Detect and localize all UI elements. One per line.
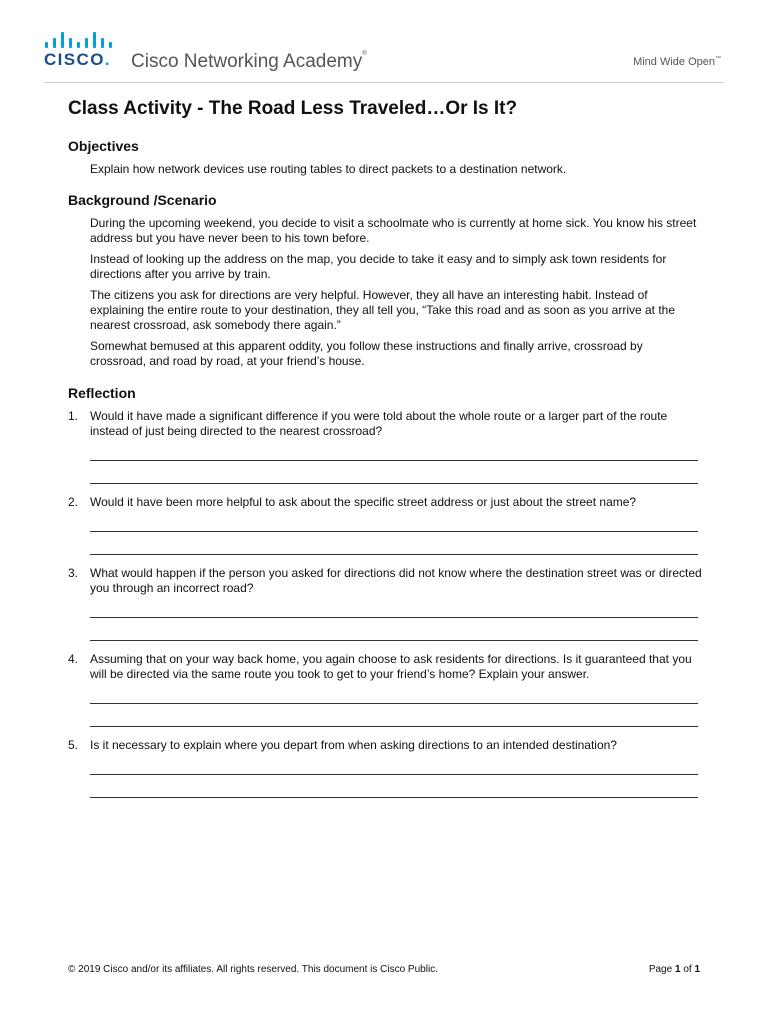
question-item <box>68 738 702 753</box>
answer-line[interactable] <box>90 703 698 704</box>
cisco-logo <box>44 30 116 70</box>
question-item <box>68 566 702 596</box>
answer-line[interactable] <box>90 617 698 618</box>
question-number: 4. <box>68 652 79 666</box>
question-item <box>68 495 702 510</box>
question-text: Would it have been more helpful to ask about the specific street address or just about the street name? <box>90 495 637 509</box>
answer-line[interactable] <box>90 460 698 461</box>
question-text: Is it necessary to explain where you depart from when asking directions to an intended destination? <box>90 738 617 752</box>
objectives-text: Explain how network devices use routing tables to direct packets to a destination network. <box>90 162 567 176</box>
cisco-bars-icon <box>45 30 115 48</box>
document-body <box>68 96 702 798</box>
answer-line[interactable] <box>90 483 698 484</box>
question-number: 3. <box>68 566 79 580</box>
header-divider <box>44 82 724 83</box>
cisco-wordmark: CISCO. <box>44 50 111 69</box>
background-paragraph: During the upcoming weekend, you decide to visit a schoolmate who is currently at home sick. You know his street address but you have never been to his town before. <box>90 216 697 245</box>
answer-line[interactable] <box>90 726 698 727</box>
page-header <box>0 0 768 92</box>
background-paragraph: Instead of looking up the address on the map, you decide to take it easy and to simply ask town residents for directions after you arrive by train. <box>90 252 667 281</box>
background-paragraph: Somewhat bemused at this apparent oddity, you follow these instructions and finally arrive, crossroad by crossroad, and road by road, at your friend’s house. <box>90 339 643 368</box>
background-heading: Background /Scenario <box>68 192 217 208</box>
answer-line[interactable] <box>90 774 698 775</box>
page-title: Class Activity - The Road Less Traveled…Or Is It? <box>68 98 518 119</box>
answer-line[interactable] <box>90 640 698 641</box>
question-number: 1. <box>68 409 79 423</box>
question-text: Would it have made a significant difference if you were told about the whole route or a larger part of the route instead of just being directed to the nearest crossroad? <box>90 409 668 438</box>
footer-copyright: © 2019 Cisco and/or its affiliates. All rights reserved. This document is Cisco Public. <box>68 964 438 975</box>
tagline: Mind Wide Open™ <box>633 56 721 68</box>
answer-line[interactable] <box>90 554 698 555</box>
question-text: Assuming that on your way back home, you again choose to ask residents for directions. Is it guaranteed that you will be directed via the same route you took to get to your friend’s home? Explain your answer. <box>90 652 692 681</box>
answer-line[interactable] <box>90 797 698 798</box>
objectives-heading: Objectives <box>68 138 139 154</box>
academy-name: Cisco Networking Academy® <box>131 51 367 72</box>
footer-page-number: Page 1 of 1 <box>648 964 700 975</box>
question-number: 2. <box>68 495 79 509</box>
question-text: What would happen if the person you asked for directions did not know where the destination street was or directed you through an incorrect road? <box>90 566 702 595</box>
question-item <box>68 652 702 682</box>
question-item <box>68 409 702 439</box>
reflection-heading: Reflection <box>68 385 136 401</box>
question-number: 5. <box>68 738 79 752</box>
background-paragraph: The citizens you ask for directions are very helpful. However, they all have an interesting habit. Instead of explaining the entire route to your destination, they all tell you, “Take this road and as soon as you arrive at the nearest crossroad, ask somebody there again.” <box>90 288 676 332</box>
answer-line[interactable] <box>90 531 698 532</box>
